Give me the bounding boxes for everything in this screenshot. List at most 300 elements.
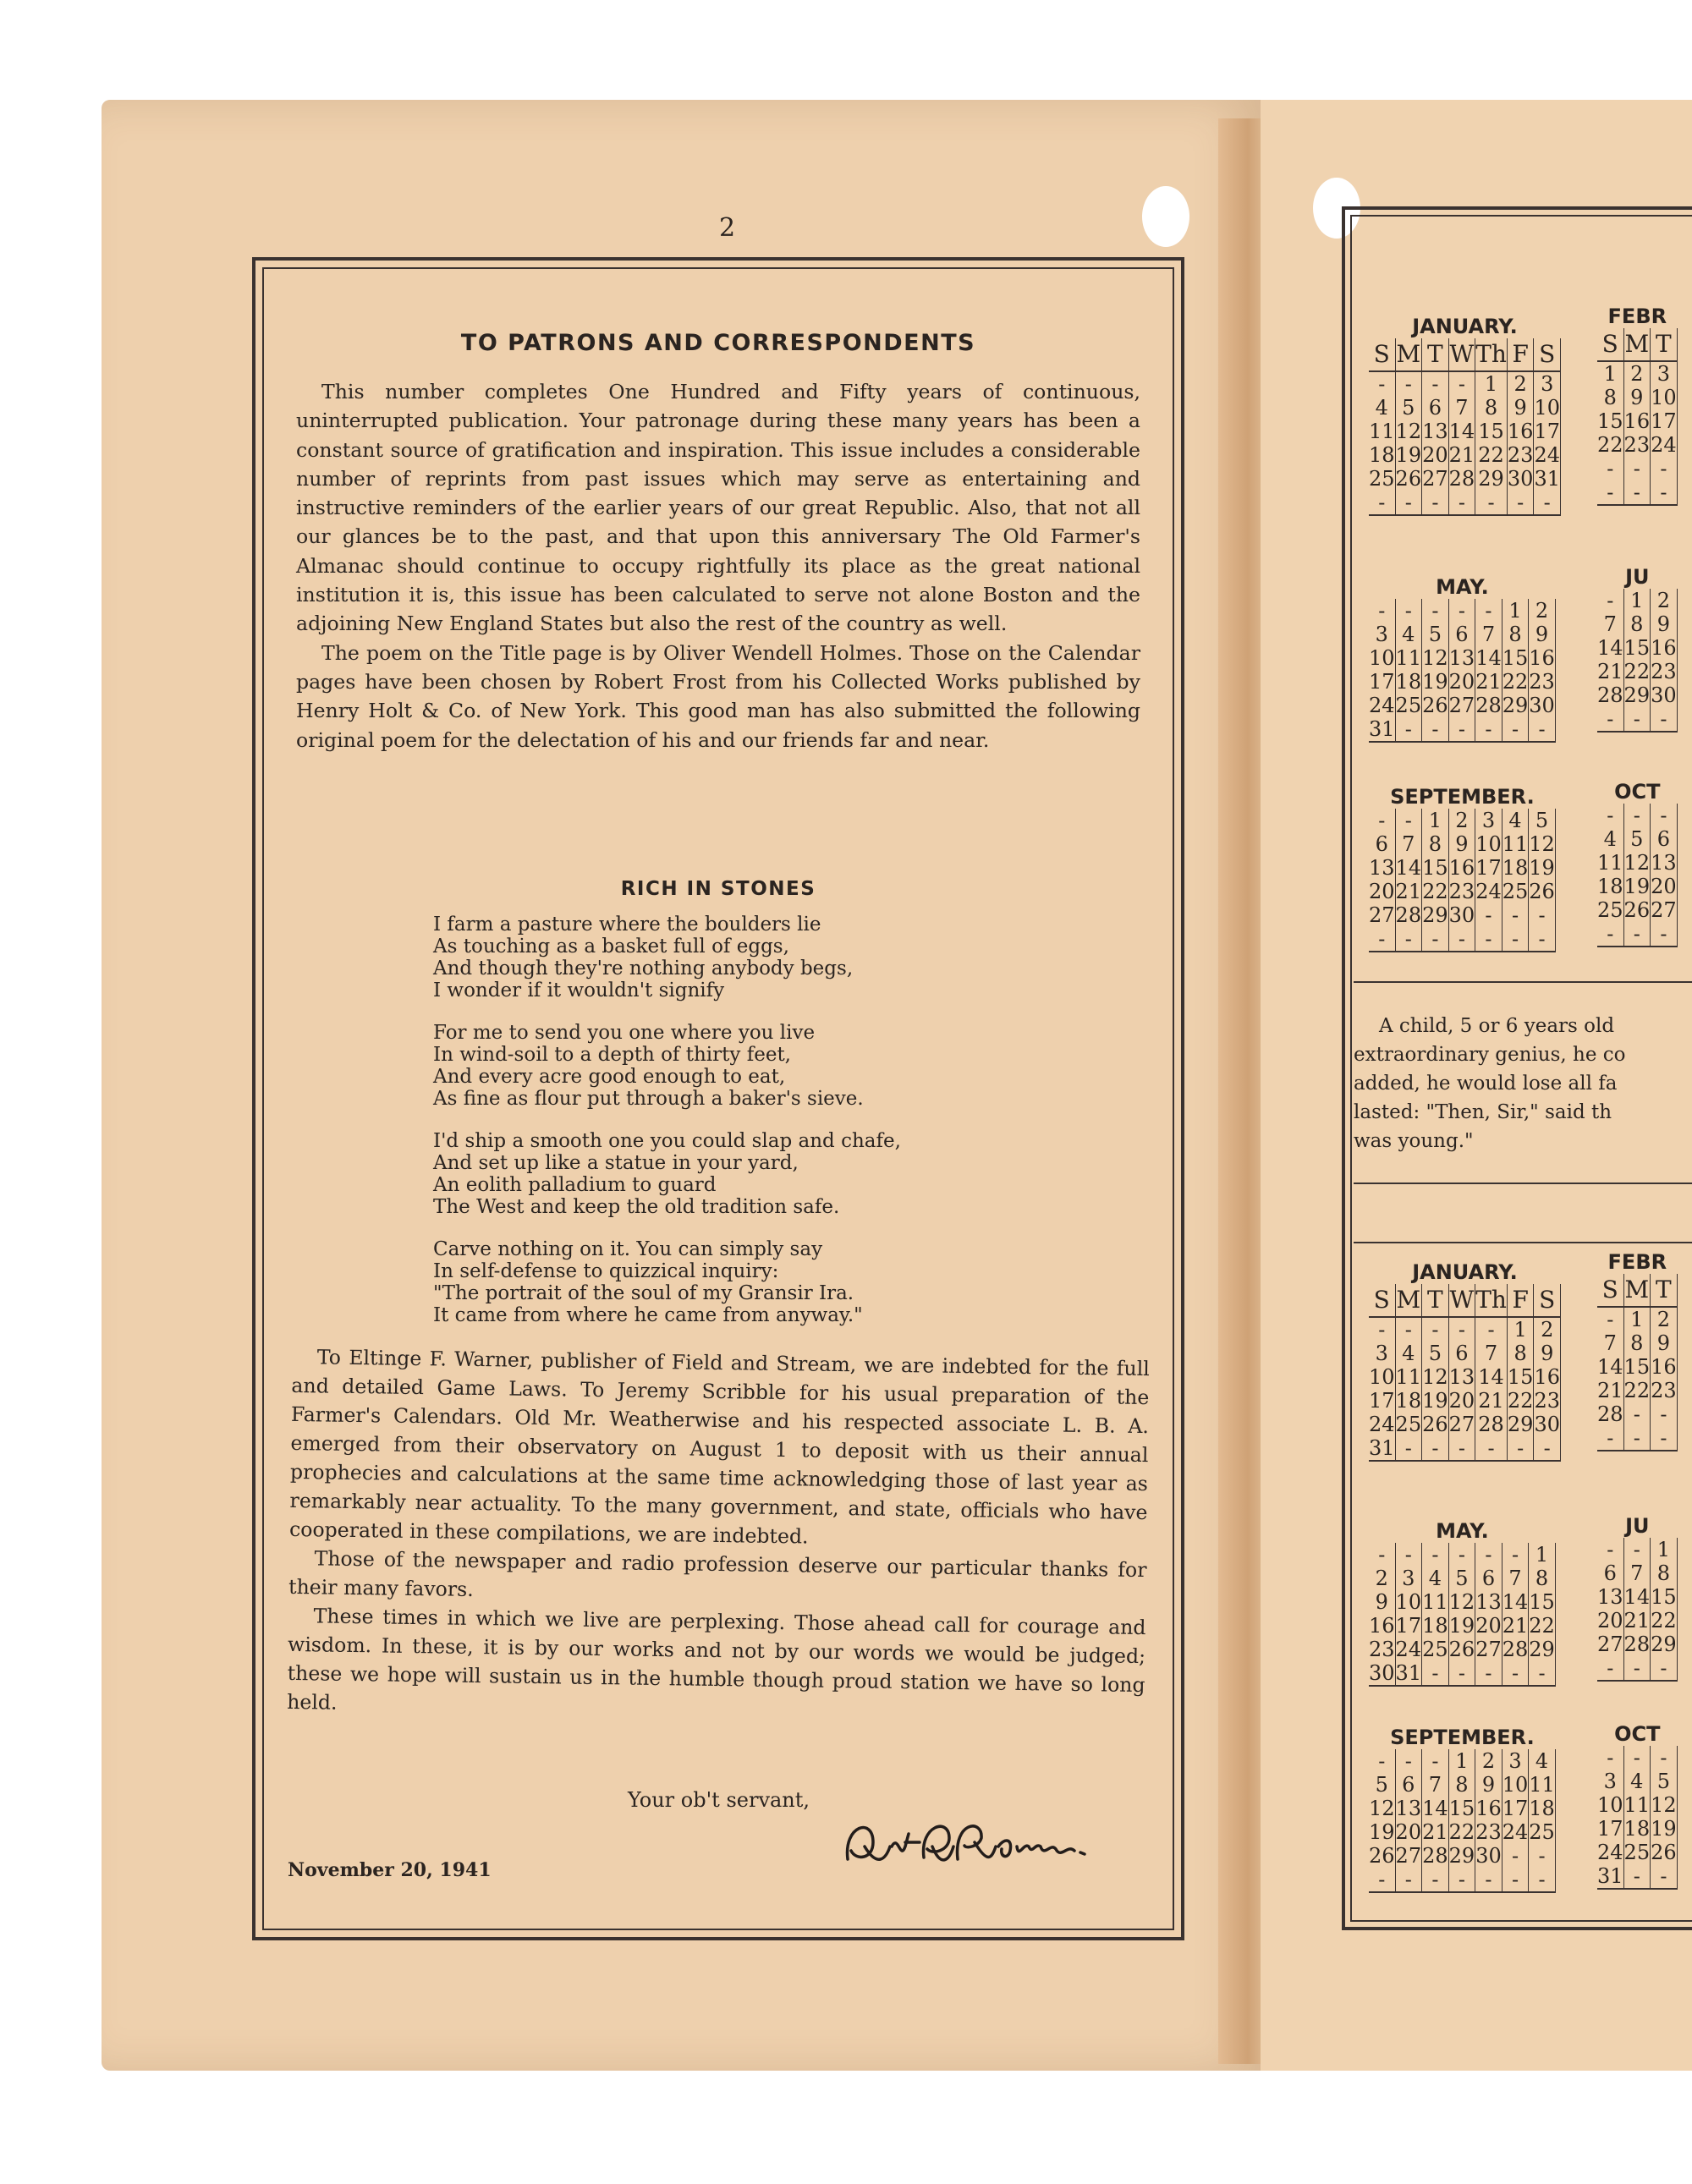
calendar-day: 17	[1651, 409, 1677, 433]
poem-stanza-1	[433, 914, 901, 1001]
calendar-day: 19	[1448, 1614, 1475, 1638]
calendar-day: -	[1448, 599, 1475, 623]
calendar-day: 8	[1502, 623, 1529, 646]
calendar-month-label: SEPTEMBER.	[1390, 785, 1535, 809]
anecdote-line: was young."	[1354, 1130, 1474, 1152]
weekday-header: S	[1534, 338, 1561, 371]
notice-frame	[252, 257, 1184, 1940]
calendar-day: 27	[1395, 1844, 1422, 1868]
calendar-day: 12	[1651, 1793, 1677, 1817]
calendar-day: -	[1651, 804, 1678, 827]
calendar-day: -	[1395, 1543, 1422, 1567]
calendar-day: -	[1475, 903, 1502, 927]
calendar-day: -	[1475, 1661, 1502, 1686]
poem-line: "The portrait of the soul of my Gransir Ira.	[433, 1282, 854, 1304]
calendar-day: -	[1623, 480, 1651, 505]
poem-line: And every acre good enough to eat,	[433, 1066, 786, 1088]
calendar-day: -	[1475, 717, 1502, 742]
calendar-day: 23	[1448, 880, 1475, 903]
calendar-day: -	[1422, 1543, 1449, 1567]
calendar-day: 24	[1369, 694, 1395, 717]
calendar-day: -	[1395, 1436, 1422, 1461]
calendar-day: -	[1475, 1868, 1502, 1892]
calendar-june-1943	[1597, 1514, 1678, 1682]
calendar-day: 31	[1395, 1661, 1422, 1685]
calendar-day: 3	[1651, 361, 1678, 386]
divider	[1354, 981, 1692, 983]
calendar-day: -	[1369, 491, 1395, 515]
calendar-day: 25	[1395, 1413, 1422, 1436]
calendar-day: 12	[1623, 851, 1651, 875]
page-number: 2	[719, 213, 736, 243]
calendar-day: -	[1369, 1868, 1395, 1892]
calendar-day: 31	[1369, 1436, 1395, 1460]
calendar-day: -	[1448, 1543, 1475, 1567]
calendar-day: -	[1422, 1749, 1449, 1773]
calendar-day: 26	[1623, 898, 1651, 922]
calendar-day: -	[1651, 922, 1678, 947]
calendar-day: 27	[1422, 467, 1448, 491]
calendar-day: 5	[1422, 623, 1449, 646]
calendar-grid	[1369, 809, 1556, 952]
calendar-day: 11	[1502, 832, 1529, 856]
calendar-day: 4	[1395, 1342, 1422, 1365]
calendar-day: 11	[1422, 1590, 1448, 1614]
calendar-day: 28	[1502, 1638, 1529, 1661]
calendar-day: 21	[1475, 1389, 1508, 1413]
calendar-day: 16	[1507, 420, 1534, 443]
calendar-month-label: JU	[1625, 565, 1650, 589]
calendar-day: 26	[1448, 1638, 1475, 1661]
calendar-day: 2	[1534, 1317, 1561, 1342]
poem-line: It came from where he came from anyway."	[433, 1304, 863, 1326]
calendar-day: 23	[1651, 1379, 1677, 1402]
calendar-day: 8	[1623, 612, 1651, 636]
calendar-day: 11	[1623, 1793, 1651, 1817]
calendar-day: 24	[1597, 1841, 1623, 1864]
calendar-day: -	[1448, 491, 1475, 515]
calendar-day: 8	[1651, 1561, 1678, 1585]
calendar-day: 11	[1395, 1365, 1422, 1389]
calendar-day: 31	[1369, 717, 1395, 741]
calendar-day: 11	[1597, 851, 1623, 875]
calendar-day: 2	[1475, 1749, 1502, 1773]
calendar-day: 9	[1534, 1342, 1561, 1365]
calendar-day: -	[1623, 1746, 1651, 1770]
weekday-header: S	[1369, 338, 1395, 371]
calendar-day: 16	[1369, 1614, 1395, 1638]
calendar-day: -	[1623, 1864, 1651, 1889]
calendar-day: -	[1651, 1402, 1678, 1426]
calendar-day: 22	[1597, 433, 1623, 457]
calendar-day: 28	[1597, 1402, 1623, 1426]
divider	[1354, 1242, 1692, 1243]
calendar-day: 26	[1422, 1413, 1448, 1436]
calendar-day: 27	[1651, 898, 1677, 922]
calendar-day: -	[1369, 371, 1395, 396]
calendar-day: 13	[1448, 1365, 1475, 1389]
calendar-day: -	[1395, 491, 1422, 515]
calendar-day: 13	[1597, 1585, 1623, 1609]
calendar-day: -	[1369, 1317, 1395, 1342]
calendar-day: -	[1422, 927, 1449, 952]
calendar-day: 21	[1623, 1609, 1651, 1633]
poem-line: I farm a pasture where the boulders lie	[433, 914, 821, 936]
calendar-day: -	[1507, 1436, 1534, 1461]
calendar-day: 28	[1422, 1844, 1448, 1868]
calendar-day: -	[1597, 589, 1623, 612]
calendar-month-label: OCT	[1614, 780, 1661, 804]
weekday-header: S	[1369, 1284, 1395, 1317]
calendar-day: 14	[1623, 1585, 1651, 1609]
calendar-day: -	[1502, 1661, 1529, 1686]
calendar-day: 10	[1534, 396, 1560, 420]
poem-line: I'd ship a smooth one you could slap and chafe,	[433, 1130, 901, 1152]
poem-line: In wind-soil to a depth of thirty feet,	[433, 1044, 791, 1066]
calendar-day: 7	[1597, 1331, 1623, 1355]
calendar-day: 23	[1623, 433, 1651, 457]
letter-date: November 20, 1941	[288, 1859, 492, 1881]
calendar-day: 16	[1448, 856, 1475, 880]
calendar-day: 22	[1448, 1820, 1475, 1844]
calendar-day: 20	[1448, 670, 1475, 694]
calendar-day: 21	[1395, 880, 1422, 903]
calendar-day: -	[1502, 1543, 1529, 1567]
calendar-day: 17	[1534, 420, 1560, 443]
calendar-day: -	[1422, 1436, 1449, 1461]
weekday-header: S	[1597, 328, 1623, 361]
calendar-day: 21	[1502, 1614, 1529, 1638]
calendar-day: 4	[1597, 827, 1623, 851]
calendar-day: 20	[1651, 875, 1677, 898]
page-heading: TO PATRONS AND CORRESPONDENTS	[460, 330, 976, 356]
calendar-day: 18	[1369, 443, 1395, 467]
calendar-day: 26	[1651, 1841, 1677, 1864]
calendar-day: 7	[1623, 1561, 1651, 1585]
calendar-day: 11	[1395, 646, 1422, 670]
calendar-day: -	[1623, 1426, 1651, 1451]
calendar-day: 5	[1422, 1342, 1449, 1365]
calendar-day: 30	[1507, 467, 1534, 491]
calendar-day: 15	[1623, 636, 1651, 660]
calendar-day: 21	[1597, 1379, 1623, 1402]
calendar-day: 14	[1502, 1590, 1529, 1614]
calendar-day: 22	[1502, 670, 1529, 694]
calendar-day: -	[1597, 804, 1623, 827]
calendar-day: 25	[1623, 1841, 1651, 1864]
calendar-day: 13	[1369, 856, 1395, 880]
calendar-day: 25	[1502, 880, 1529, 903]
calendar-day: 1	[1651, 1538, 1678, 1561]
poem-line: As fine as flour put through a baker's sieve.	[433, 1088, 864, 1110]
calendar-day: 14	[1475, 1365, 1508, 1389]
poem-stanza-3	[433, 1130, 901, 1218]
calendar-day: -	[1448, 1661, 1475, 1686]
calendar-day: 29	[1623, 683, 1651, 707]
calendar-day: -	[1369, 1543, 1395, 1567]
calendar-day: -	[1597, 1746, 1623, 1770]
calendar-day: 1	[1597, 361, 1623, 386]
calendar-day: 19	[1422, 1389, 1448, 1413]
calendar-day: 6	[1448, 1342, 1475, 1365]
calendar-day: 4	[1502, 809, 1529, 832]
calendar-day: -	[1623, 804, 1651, 827]
calendar-day: 24	[1395, 1638, 1422, 1661]
calendar-day: -	[1623, 1538, 1651, 1561]
calendar-day: 21	[1422, 1820, 1448, 1844]
calendar-month-label: MAY.	[1436, 1519, 1489, 1543]
calendar-day: -	[1369, 599, 1395, 623]
calendar-day: 8	[1475, 396, 1508, 420]
calendar-day: 16	[1475, 1797, 1502, 1820]
calendar-day: 8	[1529, 1567, 1556, 1590]
calendar-day: -	[1534, 491, 1561, 515]
calendar-day: 6	[1448, 623, 1475, 646]
calendar-may-1943	[1369, 1519, 1556, 1687]
calendar-day: -	[1475, 927, 1502, 952]
intro-text	[296, 377, 1140, 755]
calendar-day: 2	[1651, 1307, 1678, 1331]
poem-line: In self-defense to quizzical inquiry:	[433, 1260, 779, 1282]
calendar-day: 1	[1502, 599, 1529, 623]
calendar-day: -	[1529, 903, 1556, 927]
calendar-day: -	[1623, 1656, 1651, 1681]
weekday-header: Th	[1475, 1284, 1508, 1317]
calendar-day: 31	[1534, 467, 1560, 491]
calendar-day: 23	[1475, 1820, 1502, 1844]
calendar-day: 17	[1395, 1614, 1422, 1638]
calendar-day: -	[1651, 707, 1678, 732]
weekday-header: T	[1422, 1284, 1449, 1317]
calendar-day: 10	[1369, 1365, 1395, 1389]
calendar-day: 8	[1597, 386, 1623, 409]
calendar-day: 23	[1369, 1638, 1395, 1661]
calendar-day: 25	[1529, 1820, 1555, 1844]
calendar-month-label: JU	[1625, 1514, 1650, 1538]
calendar-day: 14	[1395, 856, 1422, 880]
calendar-day: 28	[1448, 467, 1475, 491]
calendar-day: 6	[1395, 1773, 1422, 1797]
weekday-header: F	[1507, 338, 1534, 371]
calendar-day: -	[1529, 1661, 1556, 1686]
calendar-day: 18	[1623, 1817, 1651, 1841]
calendar-day: 11	[1529, 1773, 1555, 1797]
calendar-day: 2	[1369, 1567, 1395, 1590]
calendar-day: 19	[1651, 1817, 1677, 1841]
calendar-day: -	[1369, 927, 1395, 952]
calendar-day: -	[1597, 1656, 1623, 1681]
calendar-january-1943	[1369, 1260, 1561, 1462]
calendar-day: 15	[1422, 856, 1448, 880]
calendar-day: 3	[1369, 1342, 1395, 1365]
calendar-day: -	[1395, 927, 1422, 952]
calendar-day: 14	[1475, 646, 1502, 670]
calendar-day: -	[1422, 1317, 1449, 1342]
calendar-day: -	[1395, 1317, 1422, 1342]
calendar-day: 28	[1395, 903, 1422, 927]
calendar-day: -	[1369, 809, 1395, 832]
calendar-february-1943	[1597, 1250, 1678, 1451]
calendar-day: 5	[1369, 1773, 1395, 1797]
calendar-day: 17	[1369, 1389, 1395, 1413]
calendar-day: 8	[1422, 832, 1449, 856]
calendar-grid	[1597, 804, 1678, 947]
intro-paragraph-1: This number completes One Hundred and Fifty years of continuous, uninterrupted publication. Your patronage during these many years has been a constant source of gratification and inspiration. This issue includes a considerable number of reprints from past issues which may serve as entertaining and instructive reminders of the earlier years of our great Republic. Also, that not all our glances be to the past, and that upon this anniversary The Old Farmer's Almanac should continue to occupy rightfully its place as the great national institution it is, this issue has been calculated to serve not alone Boston and the adjoining New England States but also the rest of the country as well.	[296, 380, 1140, 636]
calendar-february-1942	[1597, 305, 1678, 506]
calendar-grid	[1597, 1538, 1678, 1682]
calendar-day: -	[1395, 809, 1422, 832]
anecdote-line: added, he would lose all fa	[1354, 1073, 1618, 1095]
calendar-day: 30	[1651, 683, 1677, 707]
calendar-day: 10	[1651, 386, 1677, 409]
calendar-day: -	[1507, 491, 1534, 515]
calendar-day: -	[1395, 599, 1422, 623]
weekday-header: F	[1507, 1284, 1534, 1317]
calendar-day: 10	[1369, 646, 1395, 670]
calendar-day: 27	[1448, 694, 1475, 717]
calendar-month-label: OCT	[1614, 1722, 1661, 1746]
calendar-september-1942	[1369, 785, 1556, 952]
calendar-day: 11	[1369, 420, 1395, 443]
calendar-day: 30	[1529, 694, 1555, 717]
calendar-day: 7	[1502, 1567, 1529, 1590]
calendar-day: 7	[1475, 623, 1502, 646]
calendar-day: 19	[1422, 670, 1448, 694]
calendar-day: 31	[1597, 1864, 1623, 1888]
calendar-day: 18	[1395, 1389, 1422, 1413]
calendar-day: -	[1651, 1864, 1678, 1889]
calendar-day: -	[1448, 927, 1475, 952]
calendar-day: -	[1623, 457, 1651, 480]
calendar-day: 21	[1448, 443, 1475, 467]
calendar-day: 13	[1448, 646, 1475, 670]
calendar-day: -	[1623, 922, 1651, 947]
calendar-day: 14	[1597, 1355, 1623, 1379]
calendar-month-label: FEBR	[1607, 1250, 1667, 1274]
calendar-day: 20	[1475, 1614, 1502, 1638]
weekday-header: M	[1395, 1284, 1422, 1317]
calendar-day: 4	[1422, 1567, 1449, 1590]
calendar-day: 27	[1475, 1638, 1502, 1661]
calendar-day: 3	[1502, 1749, 1529, 1773]
calendar-day: 1	[1507, 1317, 1534, 1342]
calendar-day: 1	[1422, 809, 1449, 832]
calendar-day: -	[1422, 1868, 1449, 1892]
weekday-header: W	[1448, 338, 1475, 371]
calendar-day: 15	[1529, 1590, 1555, 1614]
calendar-day: -	[1422, 599, 1449, 623]
calendar-day: 16	[1651, 1355, 1677, 1379]
calendar-day: -	[1651, 1426, 1678, 1451]
calendar-day: 5	[1651, 1770, 1678, 1793]
calendar-grid	[1597, 1746, 1678, 1890]
calendar-day: 10	[1395, 1590, 1422, 1614]
calendar-day: -	[1422, 717, 1449, 742]
acknowledgements-text	[287, 1342, 1150, 1728]
calendar-day: -	[1529, 927, 1556, 952]
calendar-day: 22	[1529, 1614, 1555, 1638]
calendar-day: 3	[1534, 371, 1561, 396]
calendar-day: 12	[1529, 832, 1555, 856]
calendar-day: -	[1448, 1436, 1475, 1461]
calendar-june-1942	[1597, 565, 1678, 733]
calendar-day: 6	[1422, 396, 1449, 420]
calendar-day: 24	[1369, 1413, 1395, 1436]
divider	[1354, 1183, 1692, 1184]
calendar-day: 6	[1475, 1567, 1502, 1590]
calendar-day: 25	[1422, 1638, 1448, 1661]
calendar-day: 8	[1507, 1342, 1534, 1365]
calendar-day: 6	[1369, 832, 1395, 856]
calendar-day: 3	[1395, 1567, 1422, 1590]
calendar-day: 15	[1448, 1797, 1475, 1820]
calendar-day: 7	[1597, 612, 1623, 636]
weekday-header: S	[1534, 1284, 1561, 1317]
calendar-day: 1	[1623, 1307, 1651, 1331]
calendar-day: 22	[1623, 1379, 1651, 1402]
calendar-day: 4	[1369, 396, 1395, 420]
handwritten-signature	[839, 1808, 1118, 1876]
calendar-day: 14	[1448, 420, 1475, 443]
calendar-day: 10	[1502, 1773, 1529, 1797]
calendar-day: 2	[1507, 371, 1534, 396]
calendar-day: -	[1651, 1746, 1678, 1770]
intro-paragraph-2: The poem on the Title page is by Oliver Wendell Holmes. Those on the Calendar pages have been chosen by Robert Frost from his Collected Works published by Henry Holt & Co. of New York. This good man has also submitted the following original poem for the delectation of his and our friends far and near.	[296, 640, 1140, 752]
calendar-day: -	[1502, 927, 1529, 952]
calendar-day: -	[1422, 371, 1449, 396]
calendar-day: 5	[1529, 809, 1556, 832]
calendar-day: -	[1502, 903, 1529, 927]
weekday-header: T	[1422, 338, 1449, 371]
calendar-day: -	[1422, 491, 1449, 515]
calendar-january-1942	[1369, 315, 1561, 516]
calendar-grid	[1369, 1749, 1556, 1893]
calendar-day: 7	[1448, 396, 1475, 420]
calendar-day: 22	[1623, 660, 1651, 683]
calendar-day: 23	[1534, 1389, 1560, 1413]
poem-title: RICH IN STONES	[620, 878, 816, 900]
weekday-header: M	[1623, 1274, 1651, 1307]
calendar-day: -	[1475, 1543, 1502, 1567]
calendar-day: 1	[1529, 1543, 1556, 1567]
calendar-day: -	[1422, 1661, 1449, 1686]
calendar-month-label: JANUARY.	[1412, 315, 1518, 338]
calendar-day: 28	[1475, 1413, 1508, 1436]
calendar-grid	[1369, 599, 1556, 743]
calendar-day: 13	[1395, 1797, 1422, 1820]
calendar-day: -	[1395, 1868, 1422, 1892]
calendar-day: -	[1448, 371, 1475, 396]
calendar-grid	[1597, 589, 1678, 733]
calendar-day: 18	[1422, 1614, 1448, 1638]
calendar-day: 17	[1597, 1817, 1623, 1841]
calendar-day: -	[1529, 717, 1556, 742]
poem-stanza-4	[433, 1238, 901, 1326]
calendar-may-1942	[1369, 575, 1556, 743]
calendar-day: 14	[1422, 1797, 1448, 1820]
calendar-day: 25	[1369, 467, 1395, 491]
weekday-header: W	[1448, 1284, 1475, 1317]
calendar-day: 2	[1448, 809, 1475, 832]
weekday-header: T	[1651, 1274, 1678, 1307]
calendar-grid	[1597, 1274, 1678, 1451]
calendar-grid	[1597, 328, 1678, 506]
calendar-day: 30	[1534, 1413, 1560, 1436]
anecdote-text	[1354, 1012, 1692, 1155]
calendar-day: -	[1475, 491, 1508, 515]
calendar-day: 21	[1597, 660, 1623, 683]
calendar-day: 26	[1422, 694, 1448, 717]
